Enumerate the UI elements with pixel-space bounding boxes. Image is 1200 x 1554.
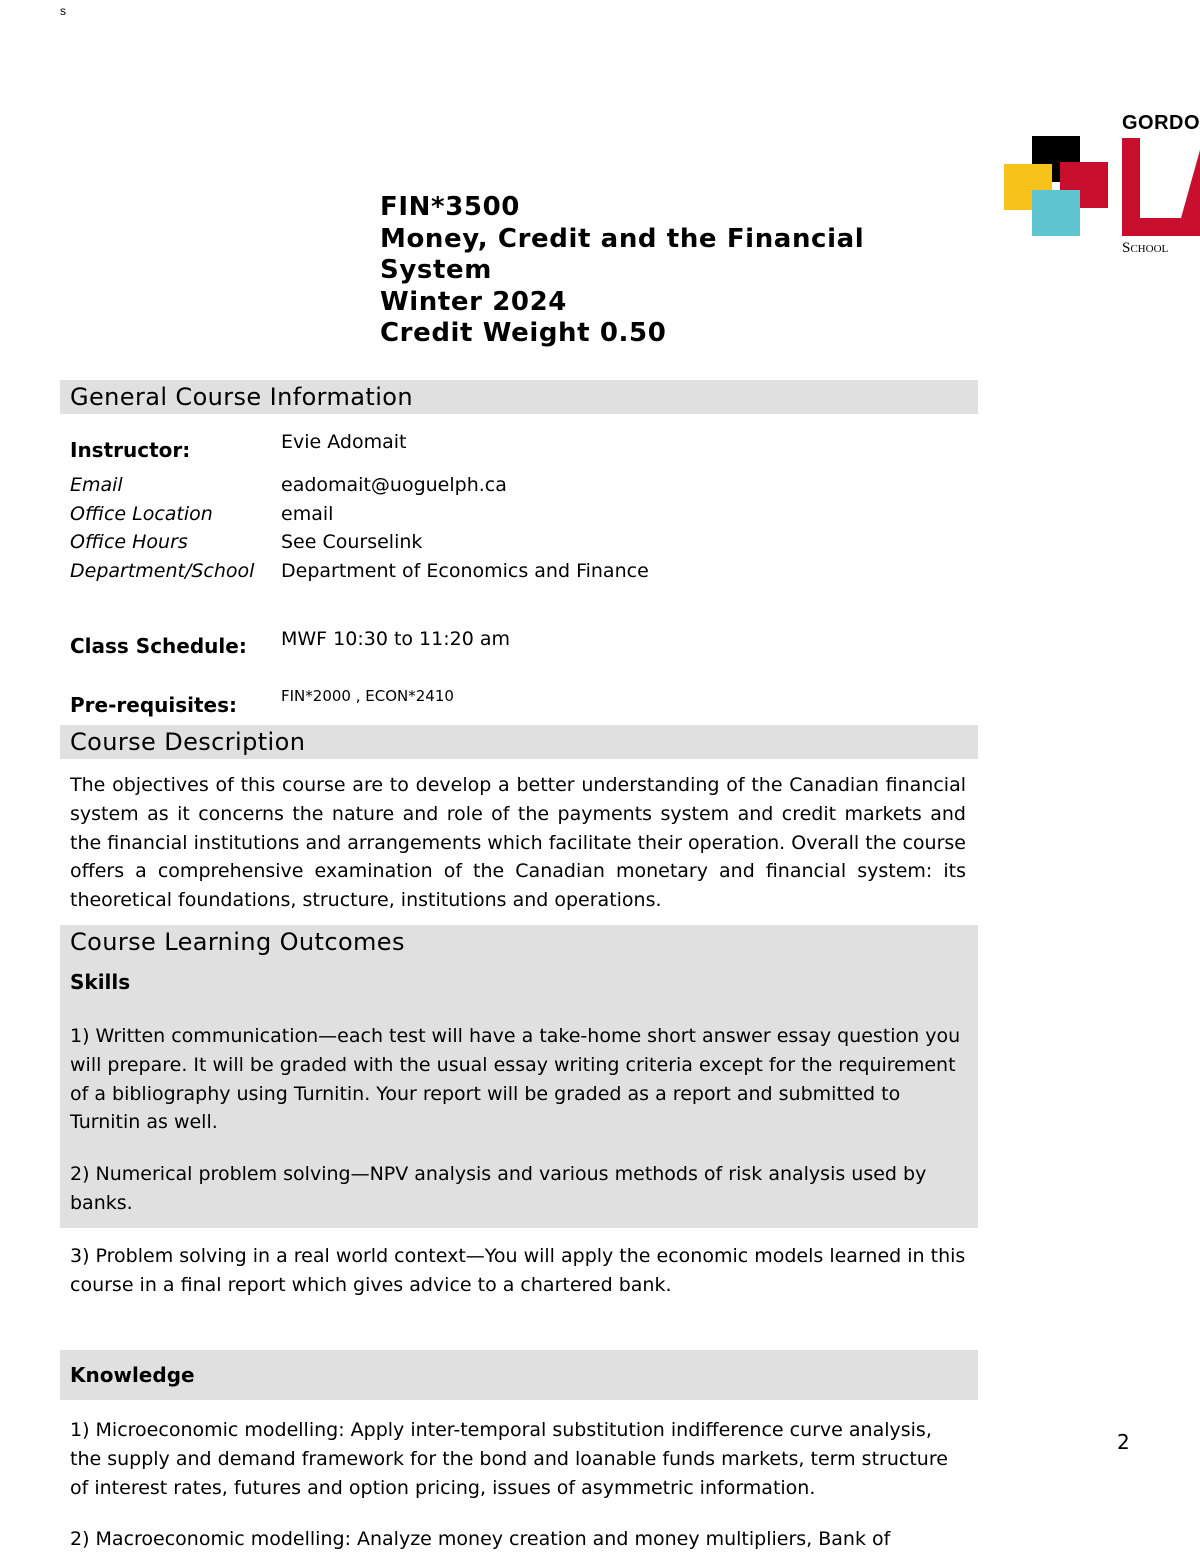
course-name-line2: System [380,255,492,285]
corner-mark: s [60,4,66,18]
department-label: Department/School [70,560,255,582]
course-code: FIN*3500 [380,192,520,222]
course-term: Winter 2024 [380,286,568,317]
knowledge-subheading: Knowledge [70,1363,195,1387]
office-hours-value: See Courselink [281,531,423,553]
course-name-line1: Money, Credit and the Financial [380,223,865,254]
course-description-text: The objectives of this course are to develop a better understanding of the Canadian financial system as it concerns the nature and role of the payments system and credit markets and the financial institutions and arrangements which facilitate their operation. Overall the course offers a comprehensive examination of the Canadian monetary and financial system: its theoretical foundations, structure, institutions and operations. [70,774,966,912]
page-number: 2 [1117,1430,1130,1454]
knowledge-item-2: 2) Macroeconomic modelling: Analyze money creation and money multipliers, Bank of [70,1528,891,1550]
office-hours-label: Office Hours [70,531,188,553]
course-credit-weight: Credit Weight 0.50 [380,318,667,348]
skill-item-3: 3) Problem solving in a real world context—You will apply the economic models learned in this course in a final report which gives advice to a chartered bank. [70,1245,966,1296]
knowledge-item-1: 1) Microeconomic modelling: Apply inter-temporal substitution indifference curve analysis, the supply and demand framework for the bond and loanable funds markets, term structure of interest rates, futures and option pricing, issues of asymmetric information. [70,1419,948,1499]
prerequisites-value: FIN*2000 , ECON*2410 [281,687,454,705]
logo-wordmark: GORDO [1122,112,1200,134]
department-value: Department of Economics and Finance [281,560,649,582]
section-header-learning-outcomes: Course Learning Outcomes [60,925,978,959]
skill-item-1: 1) Written communication—each test will have a take-home short answer essay question you will prepare. It will be graded with the usual essay writing criteria except for the requirement of a bibliography using Turnitin. Your report will be graded as a report and submitted to Turnitin as well. [70,1025,961,1134]
course-title-block [380,192,940,350]
school-logo [1004,110,1200,260]
instructor-label: Instructor: [70,438,191,462]
instructor-value: Evie Adomait [281,431,407,453]
prerequisites-label: Pre-requisites: [70,693,238,717]
class-schedule-label: Class Schedule: [70,634,247,658]
section-header-course-description: Course Description [60,725,978,759]
section-header-general-info: General Course Information [60,380,978,414]
logo-red-letter-l-foot [1122,218,1182,236]
email-value[interactable]: eadomait@uoguelph.ca [281,474,507,496]
class-schedule-value: MWF 10:30 to 11:20 am [281,628,511,650]
knowledge-shaded-block [60,1350,978,1400]
office-location-label: Office Location [70,503,213,525]
email-label: Email [70,474,123,496]
office-location-value: email [281,503,334,525]
skills-subheading: Skills [70,970,131,994]
logo-school-text: School [1122,240,1169,256]
skill-item-2: 2) Numerical problem solving—NPV analysis and various methods of risk analysis used by banks. [70,1163,927,1214]
logo-teal-square [1032,190,1080,236]
